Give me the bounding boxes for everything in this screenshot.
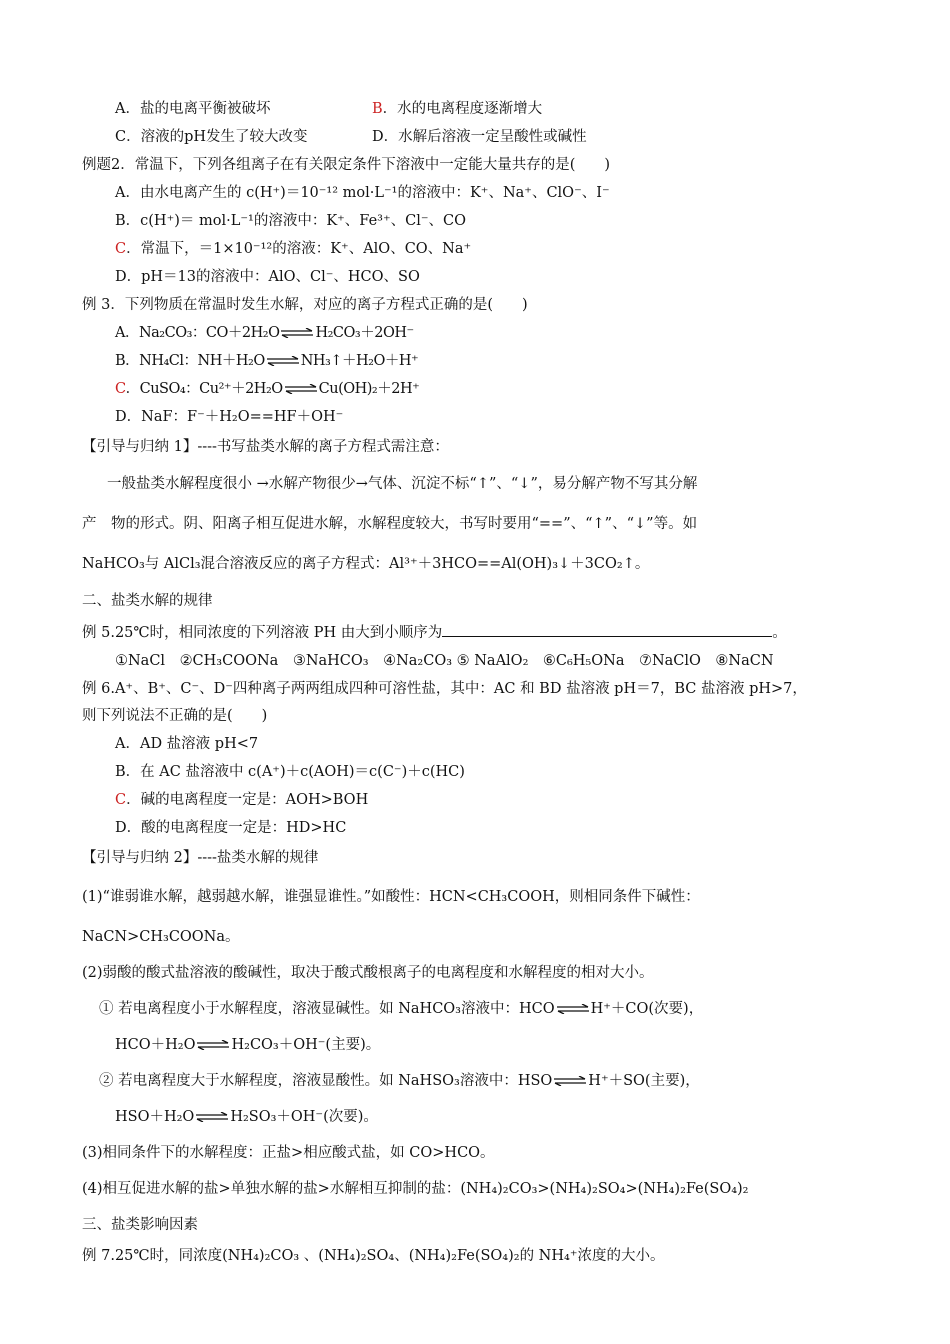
equation-left: HCO＋H₂O (115, 1037, 196, 1053)
q5-options: ①NaCl ②CH₃COONa ③NaHCO₃ ④Na₂CO₃ ⑤ NaAlO₂ ⑥C₆H₅ONa ⑦NaClO ⑧NaCN (115, 653, 774, 669)
equilibrium-arrow-icon (195, 1112, 229, 1122)
guide1-title: 【引导与归纳 1】----书写盐类水解的离子方程式需注意： (82, 439, 449, 455)
section-3-heading: 三、盐类影响因素 (82, 1217, 198, 1233)
q2-option-d: D．pH＝13的溶液中：AlO、Cl⁻、HCO、SO (115, 269, 420, 285)
guide2-rule-2b-eq2 (115, 1107, 378, 1127)
equilibrium-arrow-icon (556, 1004, 590, 1014)
equilibrium-arrow-icon (196, 1040, 230, 1050)
guide2-rule-1b: NaCN>CH₃COONa。 (82, 929, 240, 945)
q3-stem: 例 3．下列物质在常温时发生水解，对应的离子方程式正确的是( ) (82, 297, 528, 313)
q6-option-d: D．酸的电离程度一定是：HD>HC (115, 820, 347, 836)
equation-left: B．NH₄Cl：NH＋H₂O (115, 353, 265, 369)
q1-option-d (372, 127, 587, 147)
option-key: A． (115, 101, 140, 117)
equation-left: HSO＋H₂O (115, 1109, 195, 1125)
q6-stem-line-2: 则下列说法不正确的是( ) (82, 708, 268, 724)
equilibrium-arrow-icon (284, 384, 318, 394)
q1-option-b (372, 99, 542, 119)
guide1-paragraph-3: NaHCO₃与 AlCl₃混合溶液反应的离子方程式：Al³⁺＋3HCO==Al(OH)₃↓＋3CO₂↑。 (82, 556, 650, 572)
option-key: D． (372, 129, 399, 145)
equation-left: A．Na₂CO₃：CO＋2H₂O (115, 325, 280, 341)
q2-option-c (115, 239, 471, 259)
equation-left: ．CuSO₄：Cu²⁺＋2H₂O (125, 381, 283, 397)
guide2-rule-1a: (1)“谁弱谁水解，越弱越水解，谁强显谁性。”如酸性：HCN<CH₃COOH，则相同条件下碱性： (82, 889, 700, 905)
option-key-red: B (372, 101, 383, 117)
q3-option-c (115, 379, 419, 399)
option-text: ．常温下，＝1×10⁻¹²的溶液：K⁺、AlO、CO、Na⁺ (126, 241, 472, 257)
q6-stem-line-1: 例 6.A⁺、B⁺、C⁻、D⁻四种离子两两组成四种可溶性盐，其中：AC 和 BD 盐溶液 pH＝7，BC 盐溶液 pH>7， (82, 681, 807, 697)
equation-right: H⁺＋CO(次要)， (590, 1001, 704, 1017)
equilibrium-arrow-icon (553, 1076, 587, 1086)
q2-option-a: A．由水电离产生的 c(H⁺)＝10⁻¹² mol·L⁻¹的溶液中：K⁺、Na⁺、ClO⁻、I⁻ (115, 185, 610, 201)
equation-right: NH₃↑＋H₂O＋H⁺ (300, 353, 419, 369)
q1-option-a (115, 99, 270, 119)
q3-option-d: D．NaF：F⁻＋H₂O==HF＋OH⁻ (115, 409, 344, 425)
guide2-rule-2a (99, 999, 703, 1019)
stem-tail: 。 (772, 625, 787, 641)
guide2-rule-2b (99, 1071, 700, 1091)
option-key-red: C (115, 381, 126, 397)
q1-option-c (115, 127, 308, 147)
guide2-rule-2a-eq2 (115, 1035, 380, 1055)
q2-stem: 例题2．常温下，下列各组离子在有关限定条件下溶液中一定能大量共存的是( ) (82, 157, 611, 173)
q5-stem (82, 622, 787, 643)
option-text: 水解后溶液一定呈酸性或碱性 (398, 129, 587, 145)
option-text: ．水的电离程度逐渐增大 (382, 101, 543, 117)
q6-option-a: A．AD 盐溶液 pH<7 (115, 736, 259, 752)
equilibrium-arrow-icon (280, 328, 314, 338)
guide2-title: 【引导与归纳 2】----盐类水解的规律 (82, 850, 319, 866)
guide2-rule-3: (3)相同条件下的水解程度：正盐>相应酸式盐，如 CO>HCO。 (82, 1145, 495, 1161)
q3-option-b (115, 351, 418, 371)
option-key: C． (115, 129, 141, 145)
section-2-heading: 二、盐类水解的规律 (82, 593, 213, 609)
q3-option-a (115, 323, 414, 343)
equation-right: H₂CO₃＋2OH⁻ (315, 325, 414, 341)
stem-text: 例 5.25℃时，相同浓度的下列溶液 PH 由大到小顺序为 (82, 625, 443, 641)
equation-right: H⁺＋SO(主要)， (588, 1073, 700, 1089)
guide2-rule-4: (4)相互促进水解的盐>单独水解的盐>水解相互抑制的盐：(NH₄)₂CO₃>(NH₄)₂SO₄>(NH₄)₂Fe(SO₄)₂ (82, 1181, 749, 1197)
option-key-red: C (115, 792, 127, 808)
equation-left: ① 若电离程度小于水解程度，溶液显碱性。如 NaHCO₃溶液中：HCO (99, 1001, 555, 1017)
answer-blank[interactable] (442, 622, 772, 637)
q6-option-c (115, 790, 368, 810)
option-text: 盐的电离平衡被破坏 (139, 101, 271, 117)
guide1-paragraph-1: 一般盐类水解程度很小 →水解产物很少→气体、沉淀不标“↑”、“↓”，易分解产物不写其分解 (107, 476, 698, 492)
guide1-paragraph-2: 产 物的形式。阴、阳离子相互促进水解，水解程度较大，书写时要用“==”、“↑”、“↓”等。如 (82, 516, 698, 532)
q2-option-b: B．c(H⁺)＝ mol·L⁻¹的溶液中：K⁺、Fe³⁺、Cl⁻、CO (115, 213, 466, 229)
option-key-red: C (115, 241, 127, 257)
equation-left: ② 若电离程度大于水解程度，溶液显酸性。如 NaHSO₃溶液中：HSO (99, 1073, 553, 1089)
equation-right: H₂CO₃＋OH⁻(主要)。 (231, 1037, 381, 1053)
equation-right: Cu(OH)₂＋2H⁺ (318, 381, 420, 397)
equilibrium-arrow-icon (266, 356, 300, 366)
option-text: ．碱的电离程度一定是：AOH>BOH (126, 792, 369, 808)
q6-option-b: B．在 AC 盐溶液中 c(A⁺)＋c(AOH)＝c(C⁻)＋c(HC) (115, 764, 465, 780)
guide2-rule-2: (2)弱酸的酸式盐溶液的酸碱性，取决于酸式酸根离子的电离程度和水解程度的相对大小。 (82, 965, 654, 981)
q7-stem: 例 7.25℃时，同浓度(NH₄)₂CO₃ 、(NH₄)₂SO₄、(NH₄)₂Fe(SO₄)₂的 NH₄⁺浓度的大小。 (82, 1248, 665, 1264)
equation-right: H₂SO₃＋OH⁻(次要)。 (230, 1109, 378, 1125)
option-text: 溶液的pH发生了较大改变 (140, 129, 308, 145)
